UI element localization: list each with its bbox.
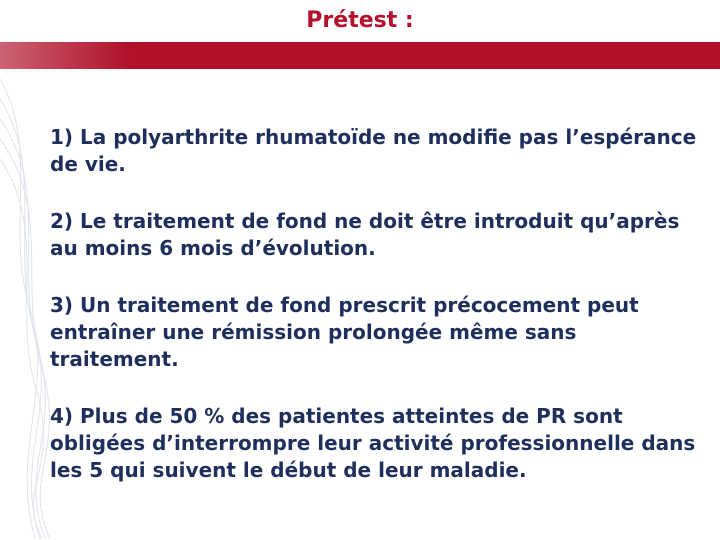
question-3: 3) Un traitement de fond prescrit précocement peut entraîner une rémission prolongée même sans traitement. [50,293,639,371]
title-bar [0,42,720,69]
question-4: 4) Plus de 50 % des patientes atteintes de PR sont obligées d’interrompre leur activité professionnelle dans les 5 qui suivent le début de leur maladie. [50,404,696,482]
pretest-questions [50,124,700,514]
title-bar-fade [0,42,130,69]
slide-title: Prétest : [306,8,414,33]
question-1: 1) La polyarthrite rhumatoïde ne modifie pas l’espérance de vie. [50,125,697,176]
question-2: 2) Le traitement de fond ne doit être introduit qu’après au moins 6 mois d’évolution. [50,209,680,260]
